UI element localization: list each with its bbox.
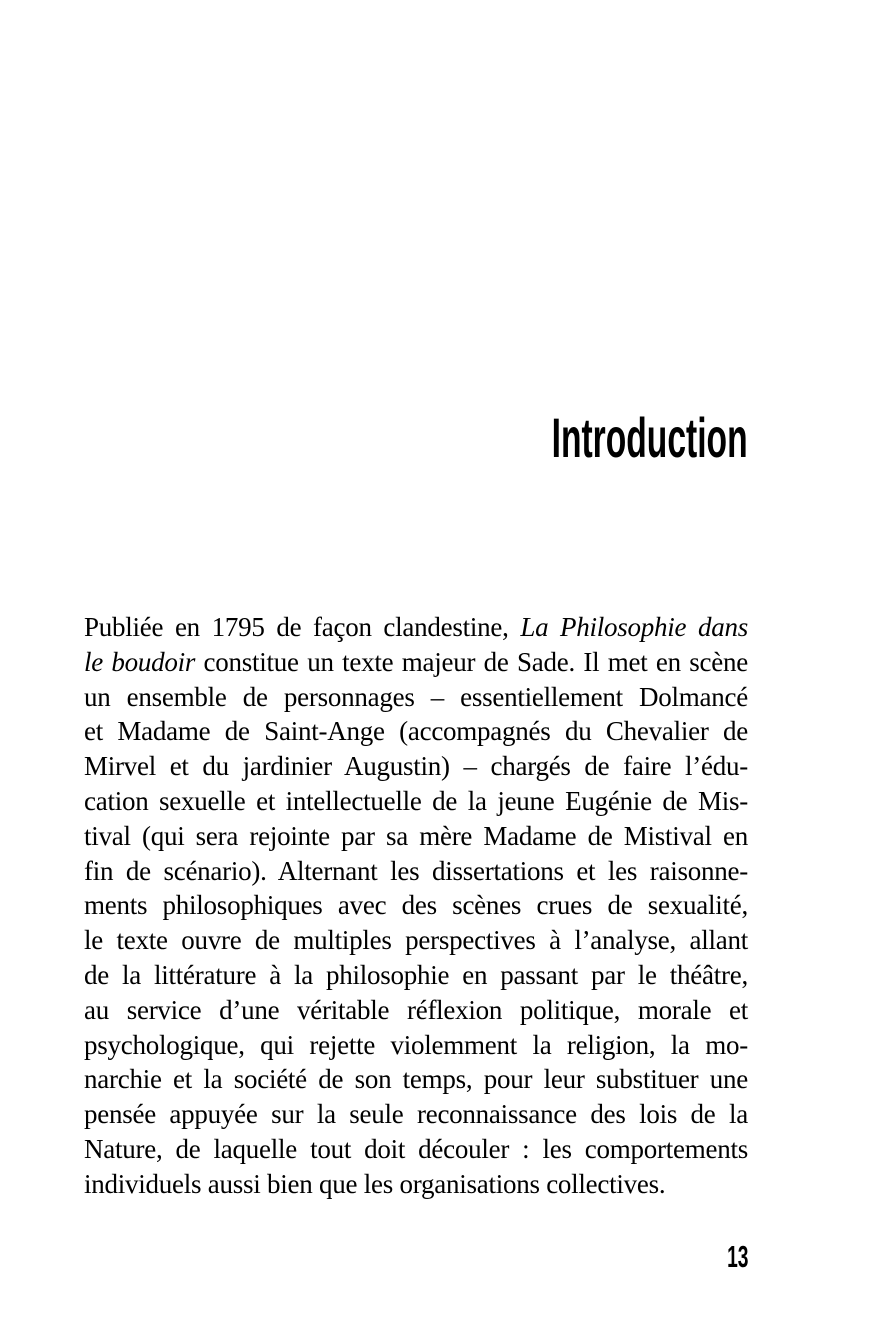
paragraph-line	[84, 1062, 748, 1097]
paragraph-line	[84, 854, 748, 889]
text-segment: un ensemble de personnages – essentiellement Dolmancé	[84, 681, 748, 712]
paragraph-line	[84, 923, 748, 958]
paragraph-line	[84, 749, 748, 784]
text-segment: ments philosophiques avec des scènes crues de sexualité,	[84, 890, 748, 921]
paragraph-line	[84, 1097, 748, 1132]
paragraph-line	[84, 1132, 748, 1167]
paragraph-line	[84, 888, 748, 923]
page-number: 13	[726, 1239, 748, 1274]
text-segment: au service d’une véritable réflexion politique, morale et	[84, 994, 748, 1025]
text-segment: cation sexuelle et intellectuelle de la jeune Eugénie de Mis-	[84, 785, 748, 816]
paragraph-line	[84, 784, 748, 819]
chapter-title: Introduction	[552, 406, 748, 469]
italic-text-segment: le boudoir	[84, 646, 196, 677]
text-segment: tival (qui sera rejointe par sa mère Madame de Mistival en	[84, 820, 748, 851]
text-segment: et Madame de Saint-Ange (accompagnés du Chevalier de	[84, 716, 748, 747]
italic-text-segment: La Philosophie dans	[520, 612, 748, 642]
text-segment: de la littérature à la philosophie en passant par le théâtre,	[84, 959, 748, 990]
paragraph-line	[84, 714, 748, 749]
text-segment: Nature, de laquelle tout doit découler : les comportements	[84, 1133, 748, 1164]
text-segment: narchie et la société de son temps, pour leur substituer une	[84, 1064, 748, 1095]
paragraph-line	[84, 610, 748, 645]
body-paragraph	[84, 610, 748, 1202]
text-segment: le texte ouvre de multiples perspectives à l’analyse, allant	[84, 925, 748, 956]
paragraph-line	[84, 993, 748, 1028]
text-segment: Publiée en 1795 de façon clandestine,	[84, 612, 521, 642]
paragraph-line	[84, 1167, 748, 1202]
paragraph-line	[84, 680, 748, 715]
text-segment: constitue un texte majeur de Sade. Il met en scène	[195, 646, 748, 677]
text-segment: individuels aussi bien que les organisations collectives.	[84, 1168, 666, 1199]
paragraph-line	[84, 819, 748, 854]
text-segment: fin de scénario). Alternant les dissertations et les raisonne-	[84, 855, 748, 886]
paragraph-line	[84, 1028, 748, 1063]
paragraph-line	[84, 958, 748, 993]
text-segment: psychologique, qui rejette violemment la religion, la mo-	[84, 1029, 748, 1060]
paragraph-line	[84, 645, 748, 680]
text-segment: Mirvel et du jardinier Augustin) – chargés de faire l’édu-	[84, 751, 748, 782]
text-segment: pensée appuyée sur la seule reconnaissance des lois de la	[84, 1099, 748, 1130]
